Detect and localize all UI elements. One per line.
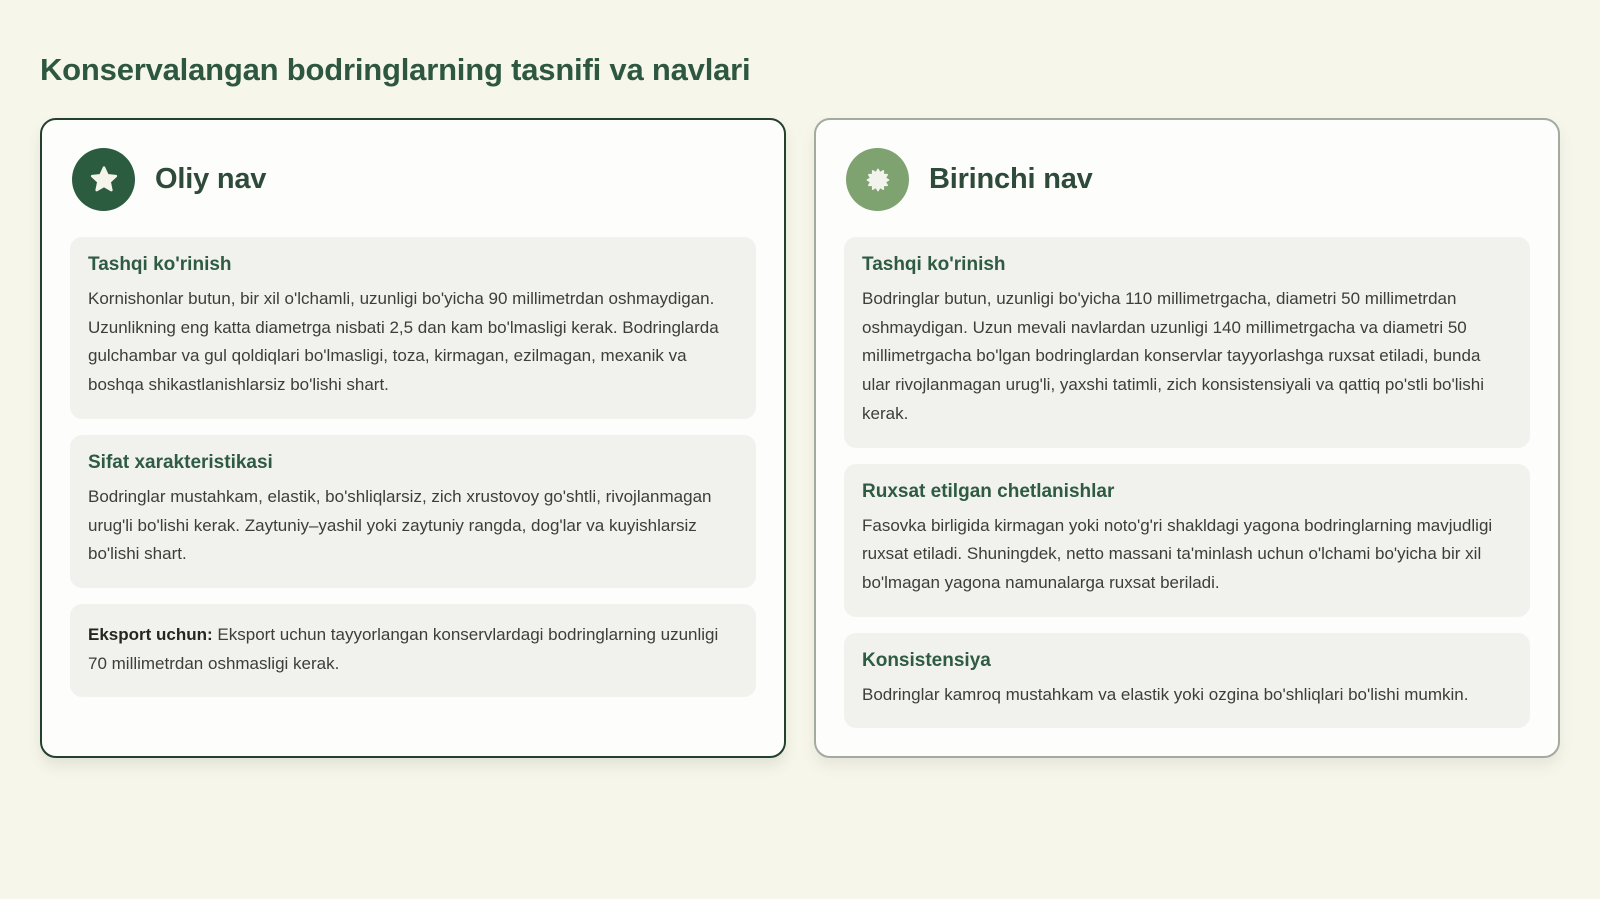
page-title: Konservalangan bodringlarning tasnifi va navlari [40, 52, 751, 87]
section-body: Bodringlar butun, uzunligi bo'yicha 110 millimetrgacha, diametri 50 millimetrdan oshmaydigan. Uzun mevali navlardan uzunligi 140 millimetrgacha va diametri 50 millimetrgacha bo'lgan bodringlardan konservlar tayyorlashga ruxsat etiladi, bunda ular rivojlanmagan urug'li, yaxshi tatimli, zich konsistensiyali va qattiq po'stli bo'lishi kerak. [862, 289, 1485, 423]
birinchi-nav-card-title: Birinchi nav [929, 163, 1093, 195]
cards-container [40, 118, 1560, 758]
section-title: Tashqi ko'rinish [862, 254, 1006, 275]
section-body: Bodringlar kamroq mustahkam va elastik yoki ozgina bo'shliqlari bo'lishi mumkin. [862, 684, 1469, 704]
section-title: Ruxsat etilgan chetlanishlar [862, 480, 1115, 502]
section-body: Fasovka birligida kirmagan yoki noto'g'ri shakldagi yagona bodringlarning mavjudligi ruxsat etiladi. Shuningdek, netto massani ta'minlash uchun o'lchami bo'yicha bir xil bo'lmagan yagona namunalarga ruxsat beriladi. [862, 515, 1493, 593]
section-konsistensiya [844, 633, 1530, 729]
star-icon [72, 148, 135, 211]
section-text: Eksport uchun tayyorlangan konservlardagi bodringlarning uzunligi 70 millimetrdan oshmasligi kerak. [88, 625, 719, 673]
section-body: Kornishonlar butun, bir xil o'lchamli, uzunligi bo'yicha 90 millimetrdan oshmaydigan. Uzunlikning eng katta diametrga nisbati 2,5 dan kam bo'lmasligi kerak. Bodringlarda gulchambar va gul qoldiqlari bo'lmasligi, toza, kirmagan, ezilmagan, mexanik va boshqa shikastlanishlarsiz bo'lishi shart. [88, 289, 719, 395]
oliy-nav-card-header [70, 148, 756, 211]
oliy-nav-card-title: Oliy nav [155, 163, 267, 195]
birinchi-nav-card [814, 118, 1560, 758]
section-body [88, 621, 738, 678]
section-ruxsat-etilgan-chetlanishlar [844, 464, 1530, 617]
section-inline-label: Eksport uchun: [88, 625, 213, 645]
section-title: Konsistensiya [862, 649, 991, 671]
section-body: Bodringlar mustahkam, elastik, bo'shliqlarsiz, zich xrustovoy go'shtli, rivojlanmagan urug'li bo'lishi kerak. Zaytuniy–yashil yoki zaytuniy rangda, dog'lar va kuyishlarsiz bo'lishi shart. [88, 486, 712, 564]
seal-icon [846, 148, 909, 211]
oliy-nav-card [40, 118, 786, 758]
section-tashqi-korinish-oliy [70, 237, 756, 419]
section-eksport-uchun [70, 604, 756, 697]
section-sifat-xarakteristikasi [70, 435, 756, 588]
section-title: Tashqi ko'rinish [88, 254, 232, 275]
section-tashqi-korinish-birinchi [844, 237, 1530, 448]
section-title: Sifat xarakteristikasi [88, 451, 273, 473]
birinchi-nav-card-header [844, 148, 1530, 211]
